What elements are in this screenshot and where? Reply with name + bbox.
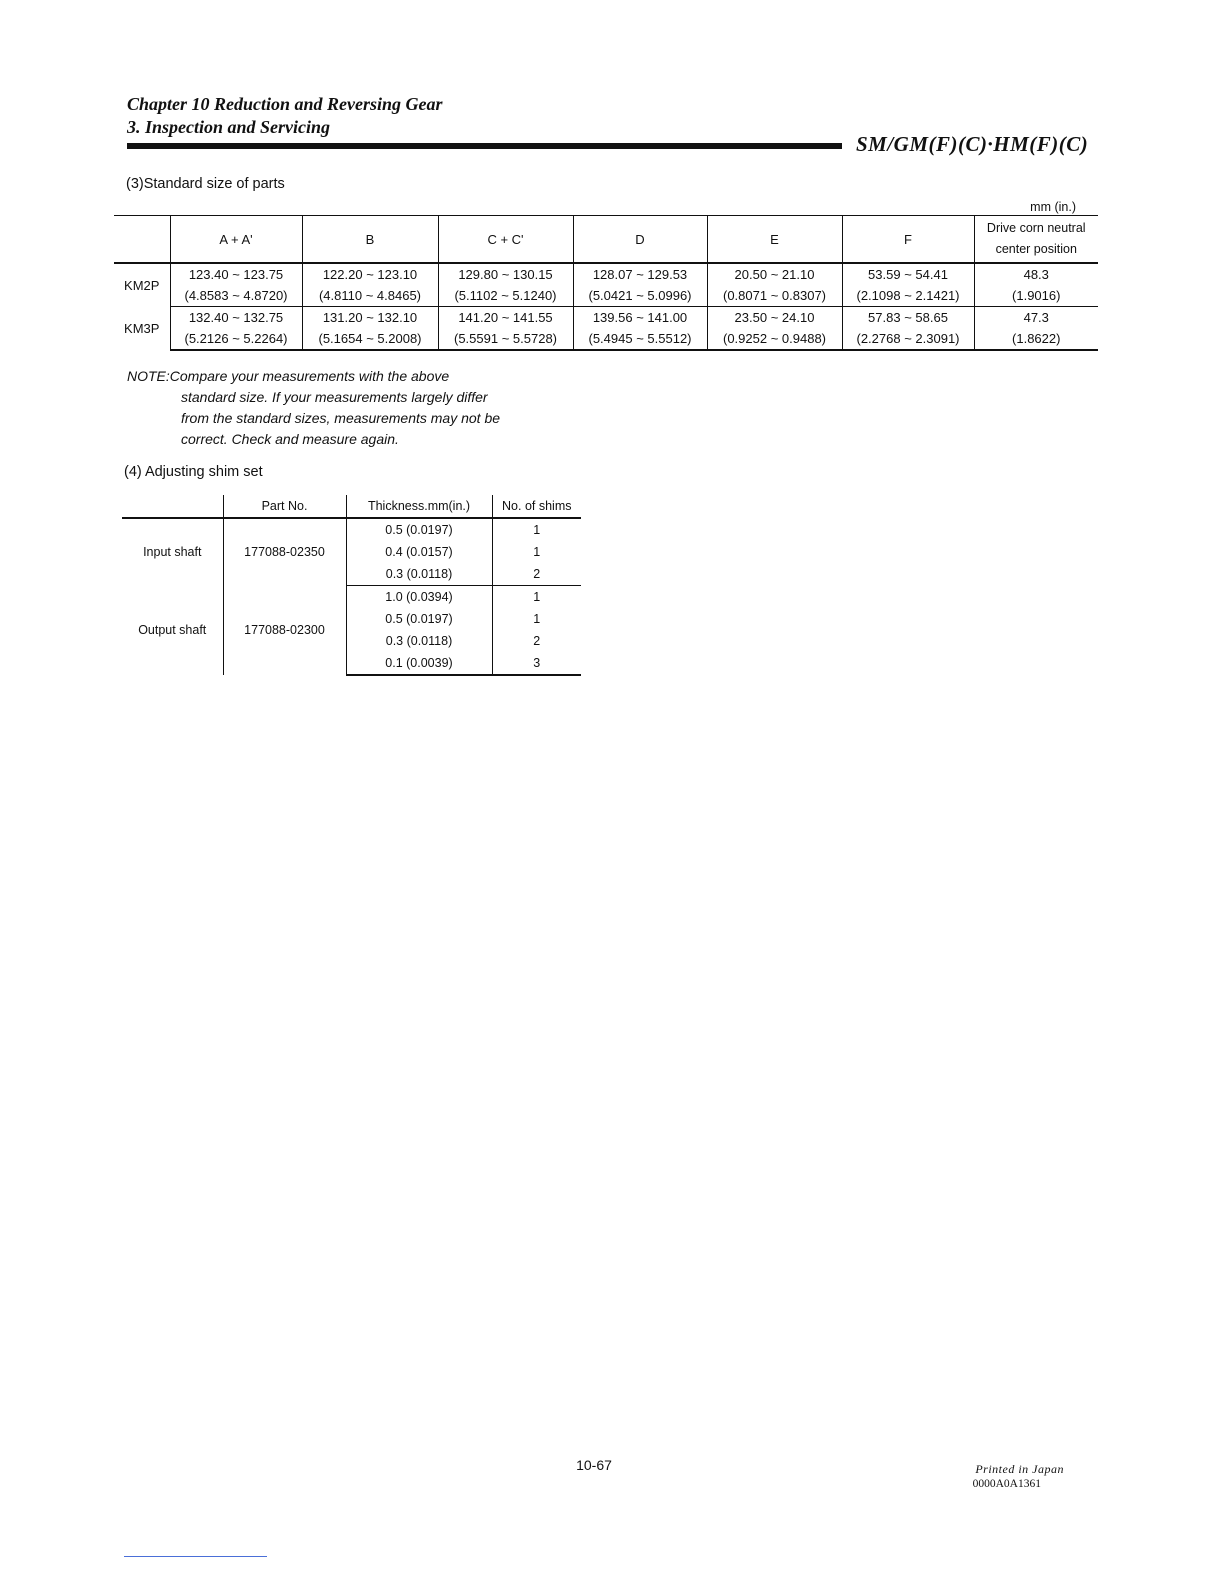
table-cell: (2.2768 ~ 2.3091) (842, 328, 974, 350)
note-line: standard size. If your measurements largely differ (181, 389, 488, 405)
table-header-row (122, 495, 581, 518)
chapter-title: Chapter 10 Reduction and Reversing Gear (127, 94, 443, 114)
shaft-label: Output shaft (138, 623, 207, 638)
table-row (114, 307, 1098, 329)
table-cell: 122.20 ~ 123.10 (302, 263, 438, 285)
table-cell: 2 (492, 630, 581, 652)
table-cell: 0.4 (0.0157) (346, 541, 492, 563)
table-cell: 128.07 ~ 129.53 (573, 263, 707, 285)
model-designation: SM/GM(F)(C)·HM(F)(C) (856, 132, 1089, 156)
table-cell: (4.8583 ~ 4.8720) (170, 285, 302, 307)
table-cell: 0.5 (0.0197) (346, 608, 492, 630)
table-cell: 3 (492, 652, 581, 675)
column-header: Thickness.mm(in.) (346, 495, 492, 518)
column-header (122, 495, 223, 518)
standard-size-title: (3)Standard size of parts (126, 176, 285, 192)
table-cell: 0.3 (0.0118) (346, 630, 492, 652)
table-cell: 0.1 (0.0039) (346, 652, 492, 675)
table-cell: 1 (492, 541, 581, 563)
table-cell: 0.5 (0.0197) (346, 518, 492, 541)
table-cell: (5.0421 ~ 5.0996) (573, 285, 707, 307)
table-cell: 1.0 (0.0394) (346, 586, 492, 609)
footer-rule (124, 1556, 267, 1557)
table-cell: (1.9016) (974, 285, 1098, 307)
table-row (114, 328, 1098, 350)
column-header: B (302, 216, 438, 264)
note-block (127, 366, 587, 450)
units-label: mm (in.) (1030, 200, 1076, 214)
table-row (122, 518, 581, 541)
table-cell: 123.40 ~ 123.75 (170, 263, 302, 285)
column-header: A + A' (170, 216, 302, 264)
table-cell: (5.1654 ~ 5.2008) (302, 328, 438, 350)
table-cell: (5.2126 ~ 5.2264) (170, 328, 302, 350)
table-cell: 1 (492, 586, 581, 609)
column-header: E (707, 216, 842, 264)
document-code: 0000A0A1361 (972, 1478, 1041, 1490)
table-cell: (4.8110 ~ 4.8465) (302, 285, 438, 307)
column-header: Part No. (223, 495, 346, 518)
table-cell: 1 (492, 608, 581, 630)
table-cell: (5.5591 ~ 5.5728) (438, 328, 573, 350)
table-cell: 20.50 ~ 21.10 (707, 263, 842, 285)
table-cell: 129.80 ~ 130.15 (438, 263, 573, 285)
table-cell: (5.1102 ~ 5.1240) (438, 285, 573, 307)
table-cell: 0.3 (0.0118) (346, 563, 492, 586)
part-number: 177088-02350 (223, 518, 346, 586)
shim-set-title: (4) Adjusting shim set (124, 464, 263, 480)
table-cell: 57.83 ~ 58.65 (842, 307, 974, 329)
page-number: 10-67 (576, 1457, 612, 1473)
table-cell: 141.20 ~ 141.55 (438, 307, 573, 329)
column-header (114, 216, 170, 264)
model-cell: KM2P (124, 277, 160, 293)
table-header-row (114, 216, 1098, 264)
shaft-label: Input shaft (143, 545, 202, 560)
table-cell: 139.56 ~ 141.00 (573, 307, 707, 329)
table-row (122, 586, 581, 609)
table-row (114, 263, 1098, 285)
printed-in-label: Printed in Japan (975, 1462, 1064, 1476)
table-cell: (0.8071 ~ 0.8307) (707, 285, 842, 307)
header-rule (127, 143, 842, 149)
section-title: 3. Inspection and Servicing (127, 117, 331, 137)
part-number: 177088-02300 (223, 586, 346, 676)
column-header: Drive corn neutral center position (974, 216, 1098, 264)
table-cell: 53.59 ~ 54.41 (842, 263, 974, 285)
note-line: NOTE:Compare your measurements with the above (127, 368, 450, 384)
table-cell: 48.3 (974, 263, 1098, 285)
column-header: No. of shims (492, 495, 581, 518)
table-cell: (0.9252 ~ 0.9488) (707, 328, 842, 350)
table-cell: 132.40 ~ 132.75 (170, 307, 302, 329)
model-cell: KM3P (124, 320, 160, 336)
column-header: F (842, 216, 974, 264)
column-header: C + C' (438, 216, 573, 264)
table-row (114, 285, 1098, 307)
table-cell: (2.1098 ~ 2.1421) (842, 285, 974, 307)
note-line: correct. Check and measure again. (181, 431, 399, 447)
table-cell: (5.4945 ~ 5.5512) (573, 328, 707, 350)
table-cell: 1 (492, 518, 581, 541)
table-cell: 131.20 ~ 132.10 (302, 307, 438, 329)
table-cell: (1.8622) (974, 328, 1098, 350)
shim-set-table (122, 495, 581, 676)
standard-size-table (114, 215, 1098, 351)
note-line: from the standard sizes, measurements may not be (181, 410, 501, 426)
table-cell: 47.3 (974, 307, 1098, 329)
column-header: D (573, 216, 707, 264)
table-cell: 2 (492, 563, 581, 586)
table-cell: 23.50 ~ 24.10 (707, 307, 842, 329)
